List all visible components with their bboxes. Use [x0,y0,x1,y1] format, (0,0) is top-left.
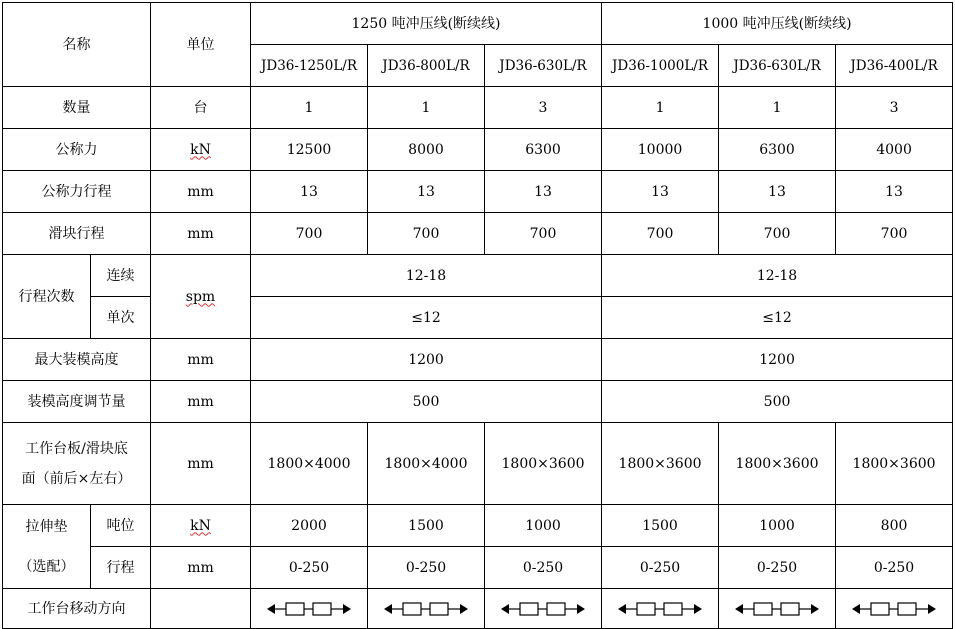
cell-value: 12-18 [251,255,602,297]
row-label: 装模高度调节量 [3,381,151,423]
row-table-move [3,589,953,629]
cell-value: 1800×3600 [602,423,719,505]
cell-value: 700 [485,213,602,255]
unit-text: kN [190,517,211,534]
row-unit [151,505,251,547]
cell-value: 500 [602,381,953,423]
cell-value: 4000 [836,129,953,171]
sub-label: 单次 [91,297,151,339]
row-unit: mm [151,171,251,213]
row-die-adjust [3,381,953,423]
row-max-die-height [3,339,953,381]
cell-value: 3 [836,87,953,129]
spec-table [2,2,953,629]
row-unit: mm [151,339,251,381]
sub-label: 吨位 [91,505,151,547]
cell-value: 700 [836,213,953,255]
row-label-line: （选配） [18,558,75,575]
model-name: JD36-1000L/R [602,45,719,87]
row-slide-stroke [3,213,953,255]
cell-value: 2000 [251,505,368,547]
direction-cell [719,589,836,629]
row-unit: mm [151,547,251,589]
cell-value: 1800×3600 [836,423,953,505]
row-label: 工作台移动方向 [3,589,151,629]
row-label: 最大装模高度 [3,339,151,381]
row-label: 公称力行程 [3,171,151,213]
model-name: JD36-630L/R [719,45,836,87]
cell-value: 6300 [719,129,836,171]
cell-value: 1800×4000 [368,423,485,505]
row-unit: mm [151,213,251,255]
cell-value: 13 [251,171,368,213]
header-group-2: 1000 吨冲压线(断续线) [602,3,953,45]
unit-text: spm [185,288,216,305]
direction-cell [251,589,368,629]
model-name: JD36-630L/R [485,45,602,87]
cell-value: 13 [602,171,719,213]
row-unit [151,589,251,629]
sub-label: 连续 [91,255,151,297]
header-name: 名称 [3,3,151,87]
direction-cell [836,589,953,629]
row-unit: mm [151,423,251,505]
row-label-line: 工作台板/滑块底 [25,440,128,457]
row-unit: 台 [151,87,251,129]
bidirectional-arrow-icon [383,601,469,617]
cell-value: 1 [251,87,368,129]
row-cushion-tonnage [3,505,953,547]
row-quantity [3,87,953,129]
cell-value: 3 [485,87,602,129]
direction-cell [602,589,719,629]
row-label-line: 拉伸垫 [25,518,68,535]
cell-value: 12-18 [602,255,953,297]
row-label: 公称力 [3,129,151,171]
cell-value: 800 [836,505,953,547]
cell-value: ≤12 [602,297,953,339]
sub-label: 行程 [91,547,151,589]
cell-value: 13 [485,171,602,213]
direction-cell [485,589,602,629]
cell-value: 12500 [251,129,368,171]
cell-value: 0-250 [485,547,602,589]
cell-value: 500 [251,381,602,423]
cell-value: 700 [719,213,836,255]
row-unit: mm [151,381,251,423]
header-unit: 单位 [151,3,251,87]
cell-value: 8000 [368,129,485,171]
model-name: JD36-1250L/R [251,45,368,87]
bidirectional-arrow-icon [851,601,937,617]
cell-value: 13 [368,171,485,213]
header-row-1 [3,3,953,45]
cell-value: 1800×3600 [485,423,602,505]
cell-value: 0-250 [251,547,368,589]
cell-value: ≤12 [251,297,602,339]
cell-value: 1 [368,87,485,129]
row-unit [151,255,251,339]
row-strokes-continuous [3,255,953,297]
row-label: 行程次数 [3,255,91,339]
cell-value: 0-250 [368,547,485,589]
row-force-stroke [3,171,953,213]
bidirectional-arrow-icon [266,601,352,617]
cell-value: 10000 [602,129,719,171]
row-bolster [3,423,953,505]
row-label [3,423,151,505]
cell-value: 1500 [602,505,719,547]
cell-value: 1 [719,87,836,129]
model-name: JD36-800L/R [368,45,485,87]
header-group-1: 1250 吨冲压线(断续线) [251,3,602,45]
row-cushion-stroke [3,547,953,589]
row-label: 滑块行程 [3,213,151,255]
cell-value: 13 [719,171,836,213]
cell-value: 0-250 [719,547,836,589]
cell-value: 1800×4000 [251,423,368,505]
cell-value: 700 [602,213,719,255]
direction-cell [368,589,485,629]
cell-value: 1200 [602,339,953,381]
cell-value: 1200 [251,339,602,381]
row-force [3,129,953,171]
row-unit [151,129,251,171]
row-label-line: 面（前后×左右） [21,470,132,487]
row-label: 数量 [3,87,151,129]
unit-text: kN [190,141,211,158]
cell-value: 0-250 [836,547,953,589]
cell-value: 1000 [485,505,602,547]
cell-value: 1 [602,87,719,129]
bidirectional-arrow-icon [617,601,703,617]
row-label [3,505,91,589]
cell-value: 1800×3600 [719,423,836,505]
cell-value: 0-250 [602,547,719,589]
bidirectional-arrow-icon [734,601,820,617]
row-strokes-single [3,297,953,339]
cell-value: 700 [251,213,368,255]
cell-value: 1500 [368,505,485,547]
cell-value: 700 [368,213,485,255]
cell-value: 13 [836,171,953,213]
cell-value: 1000 [719,505,836,547]
bidirectional-arrow-icon [500,601,586,617]
cell-value: 6300 [485,129,602,171]
model-name: JD36-400L/R [836,45,953,87]
